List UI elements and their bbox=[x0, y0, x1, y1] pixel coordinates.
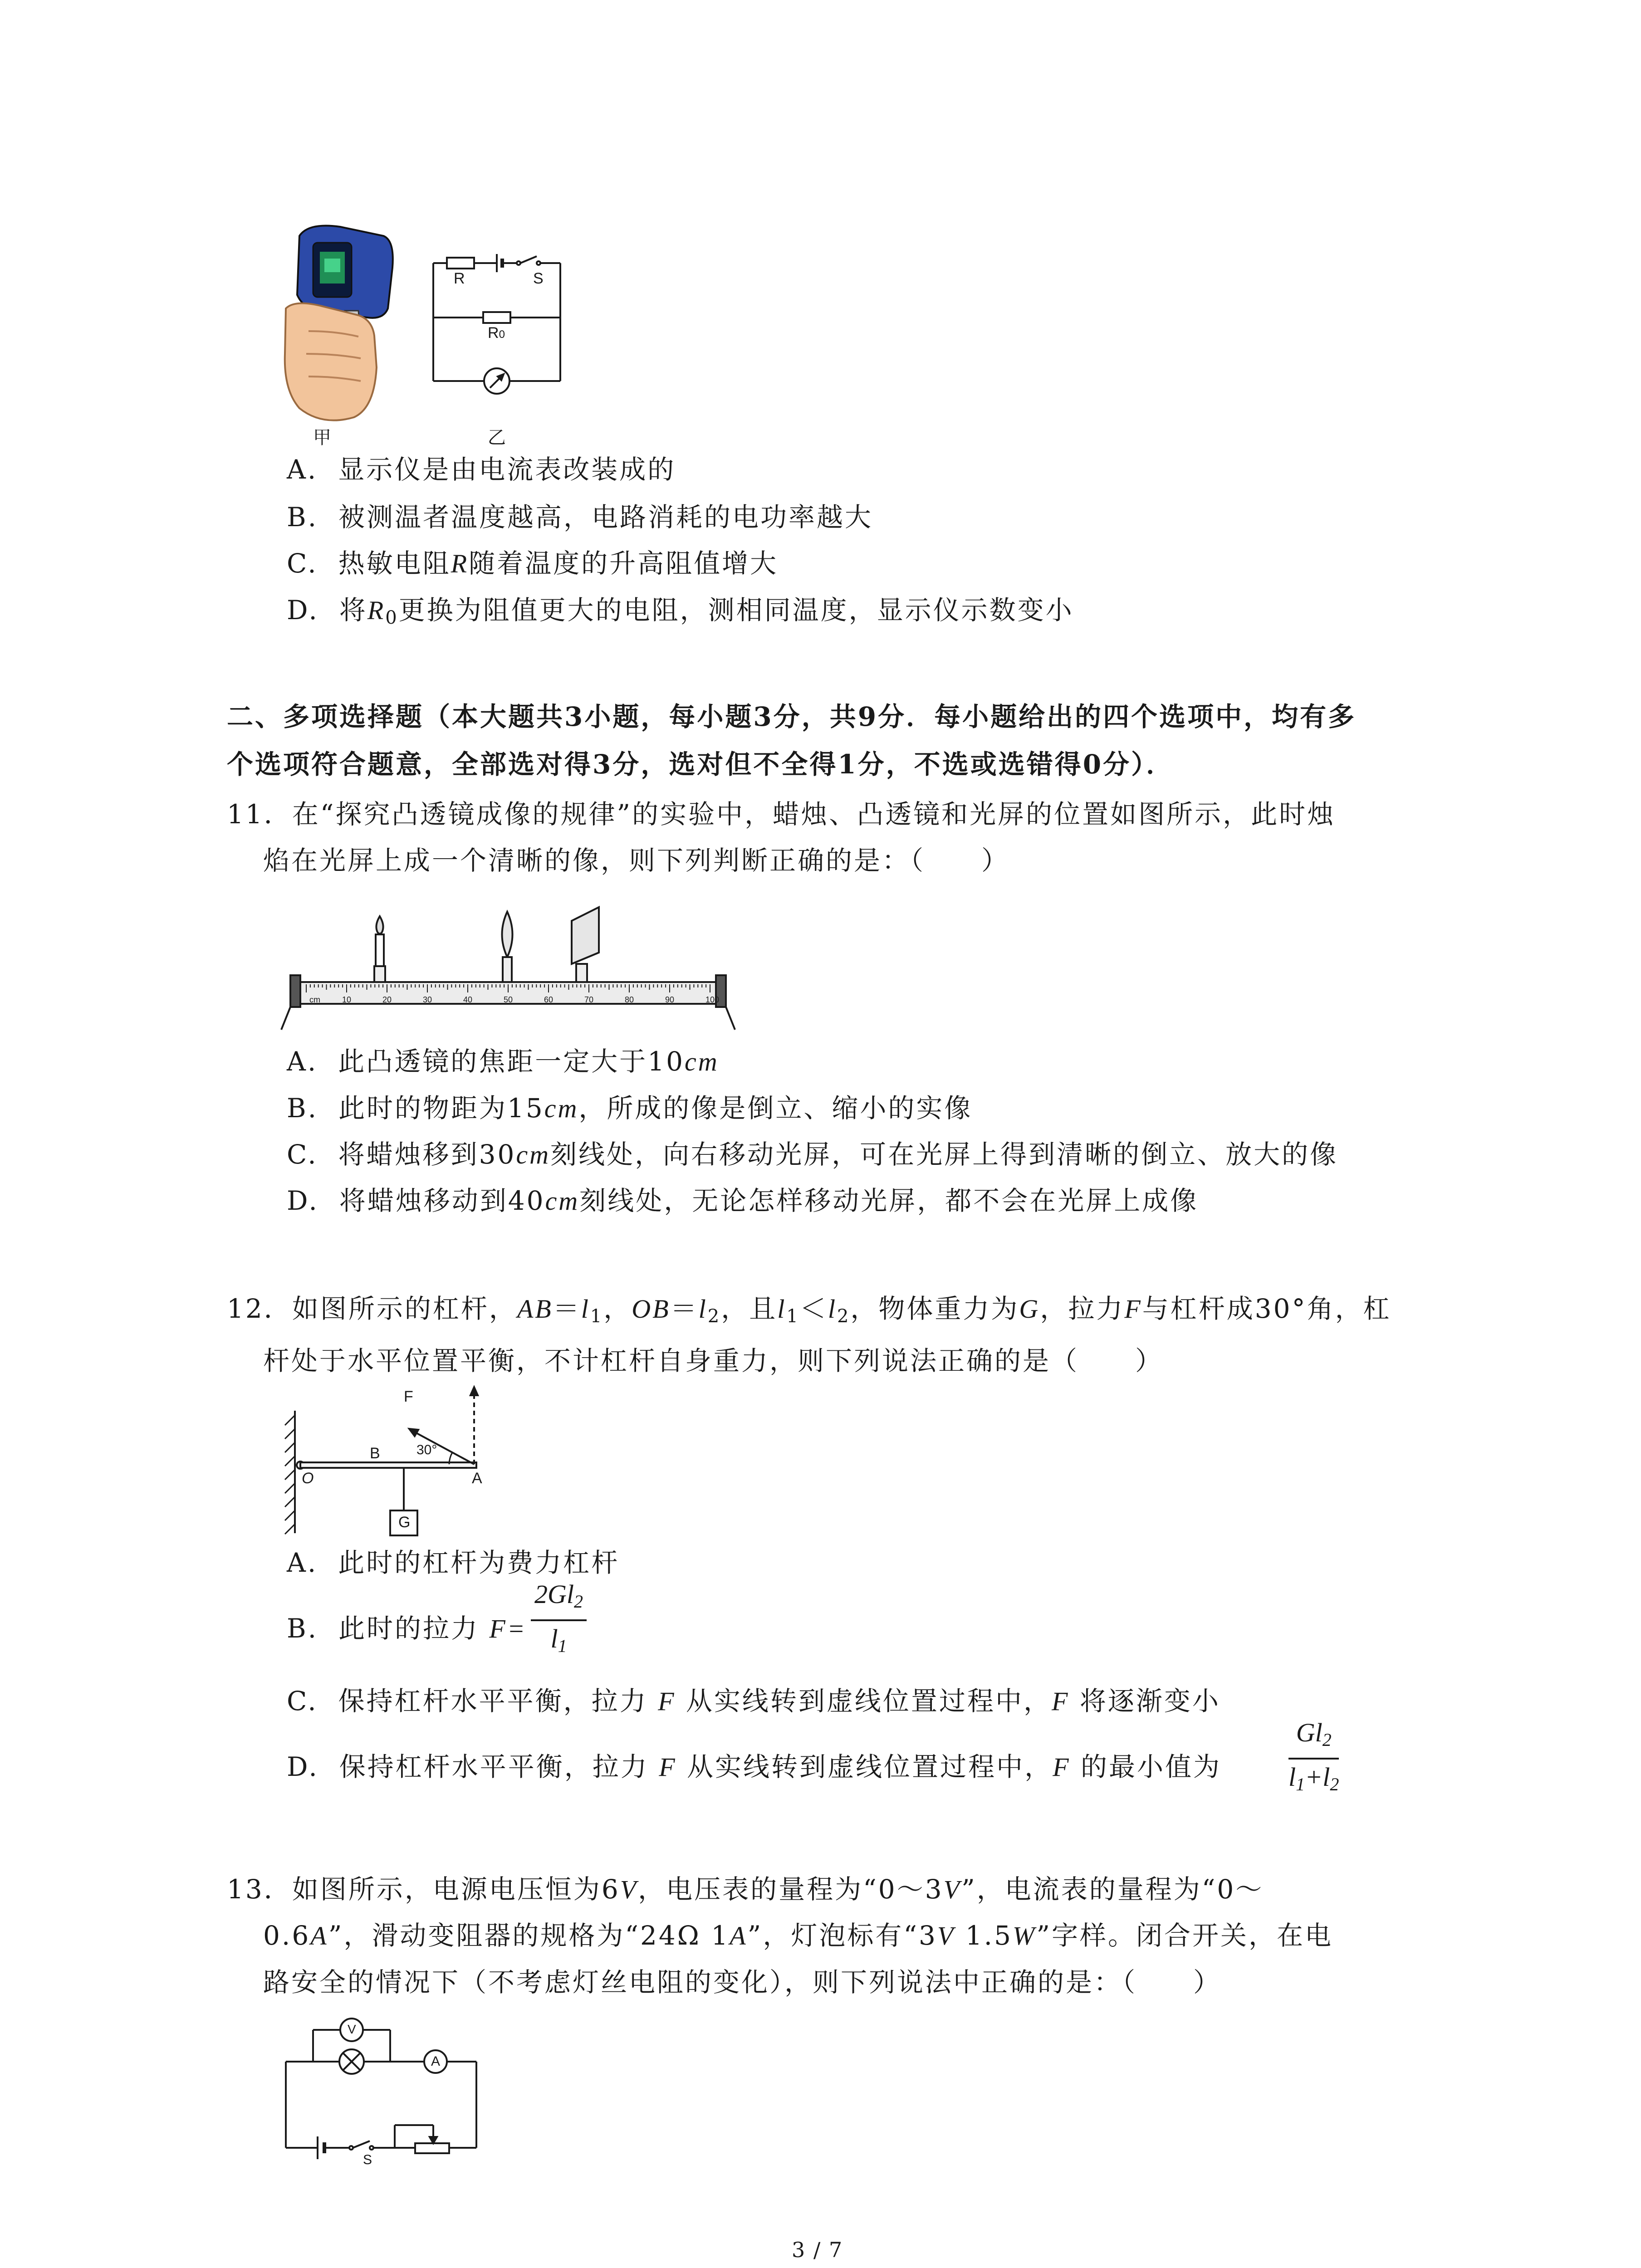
q13-switch-label: S bbox=[363, 2152, 372, 2167]
optical-bench-figure bbox=[281, 907, 740, 1043]
q12-option-b: B. 此时的拉力 F= bbox=[287, 1613, 527, 1644]
circuit-figure-q13 bbox=[281, 2012, 481, 2161]
q11-stem-line2: 焰在光屏上成一个清晰的像，则下列判断正确的是：（ ） bbox=[263, 845, 1010, 876]
lever-label-G: G bbox=[398, 1514, 411, 1531]
thermometer-gun-figure bbox=[281, 218, 399, 426]
q11-option-b: B. 此时的物距为15cm，所成的像是倒立、缩小的实像 bbox=[287, 1093, 973, 1124]
q12-stem-line1: 12．如图所示的杠杆，$AB=l_1$，$OB=l_2$，且$l_1<l_2$，物体重力为G，拉力F与杠杆成30°角，杠 bbox=[227, 1293, 1391, 1327]
bench-tick-label: 10 bbox=[342, 995, 352, 1004]
q13-ammeter-label: A bbox=[431, 2054, 441, 2069]
lever-figure bbox=[281, 1383, 499, 1538]
bench-tick-label: 20 bbox=[382, 995, 392, 1004]
bench-tick-label: 60 bbox=[544, 995, 554, 1004]
q13-stem-line2: 0.6A”，滑动变阻器的规格为“24Ω 1A”，灯泡标有“3V 1.5W”字样。闭合开关，在电 bbox=[263, 1920, 1333, 1951]
circuit-label-R0: R0 bbox=[488, 324, 505, 342]
q13-voltmeter-label: V bbox=[348, 2022, 356, 2036]
q12-option-a: A. 此时的杠杆为费力杠杆 bbox=[287, 1547, 620, 1578]
lever-label-F: F bbox=[404, 1388, 413, 1405]
q10-option-a: A. 显示仪是由电流表改装成的 bbox=[287, 454, 676, 485]
lever-label-B: B bbox=[370, 1445, 380, 1462]
bench-unit-label: cm bbox=[309, 995, 320, 1004]
q12-option-d: D. 保持杠杆水平平衡，拉力 F 从实线转到虚线位置过程中，F 的最小值为 bbox=[287, 1751, 1221, 1782]
bench-tick-label: 30 bbox=[423, 995, 432, 1004]
q10-option-b: B. 被测温者温度越高，电路消耗的电功率越大 bbox=[287, 502, 873, 533]
q11-option-d: D. 将蜡烛移动到40cm刻线处，无论怎样移动光屏，都不会在光屏上成像 bbox=[287, 1185, 1199, 1216]
section2-heading-line2: 个选项符合题意，全部选对得3分，选对但不全得1分，不选或选错得0分）． bbox=[227, 749, 1175, 780]
q13-stem-line3: 路安全的情况下（不考虑灯丝电阻的变化），则下列说法中正确的是：（ ） bbox=[263, 1967, 1222, 1998]
circuit-label-R: R bbox=[454, 270, 465, 287]
q13-stem-line1: 13．如图所示，电源电压恒为6V，电压表的量程为“0～3V”，电流表的量程为“0～ bbox=[227, 1874, 1264, 1905]
q11-option-c: C. 将蜡烛移到30cm刻线处，向右移动光屏，可在光屏上得到清晰的倒立、放大的像 bbox=[287, 1139, 1338, 1170]
circuit-label-S: S bbox=[533, 270, 544, 287]
bench-tick-label: 90 bbox=[665, 995, 675, 1004]
section2-heading-line1: 二、多项选择题（本大题共3小题，每小题3分，共9分．每小题给出的四个选项中，均有多 bbox=[227, 701, 1357, 732]
q12-stem-line2: 杆处于水平位置平衡，不计杠杆自身重力，则下列说法正确的是（ ） bbox=[263, 1345, 1164, 1376]
q12-option-c: C. 保持杠杆水平平衡，拉力 F 从实线转到虚线位置过程中，F 将逐渐变小 bbox=[287, 1686, 1220, 1716]
page-number: 3 / 7 bbox=[792, 2238, 843, 2262]
q11-option-a: A. 此凸透镜的焦距一定大于10cm bbox=[287, 1046, 719, 1077]
q12-option-d-fraction: $\frac{Gl_2}{l_1+l_2}$ bbox=[1288, 1718, 1339, 1794]
lever-label-A: A bbox=[472, 1470, 482, 1487]
bench-tick-label: 80 bbox=[625, 995, 634, 1004]
figure-label-yi: 乙 bbox=[488, 427, 508, 448]
figure-label-jia: 甲 bbox=[313, 427, 333, 448]
bench-tick-label: 100 bbox=[705, 995, 720, 1004]
lever-label-angle: 30° bbox=[416, 1442, 437, 1457]
q10-option-d: D. 将$R_0$更换为阻值更大的电阻，测相同温度，显示仪示数变小 bbox=[287, 595, 1074, 628]
bench-tick-label: 40 bbox=[463, 995, 473, 1004]
q12-option-b-fraction: $\frac{2Gl_2}{l_1}$ bbox=[531, 1579, 587, 1662]
bench-tick-label: 50 bbox=[504, 995, 513, 1004]
q10-option-c: C. 热敏电阻R随着温度的升高阻值增大 bbox=[287, 548, 779, 579]
q11-stem-line1: 11．在“探究凸透镜成像的规律”的实验中，蜡烛、凸透镜和光屏的位置如图所示，此时烛 bbox=[227, 799, 1336, 830]
bench-tick-label: 70 bbox=[584, 995, 594, 1004]
lever-label-O: O bbox=[302, 1470, 314, 1487]
